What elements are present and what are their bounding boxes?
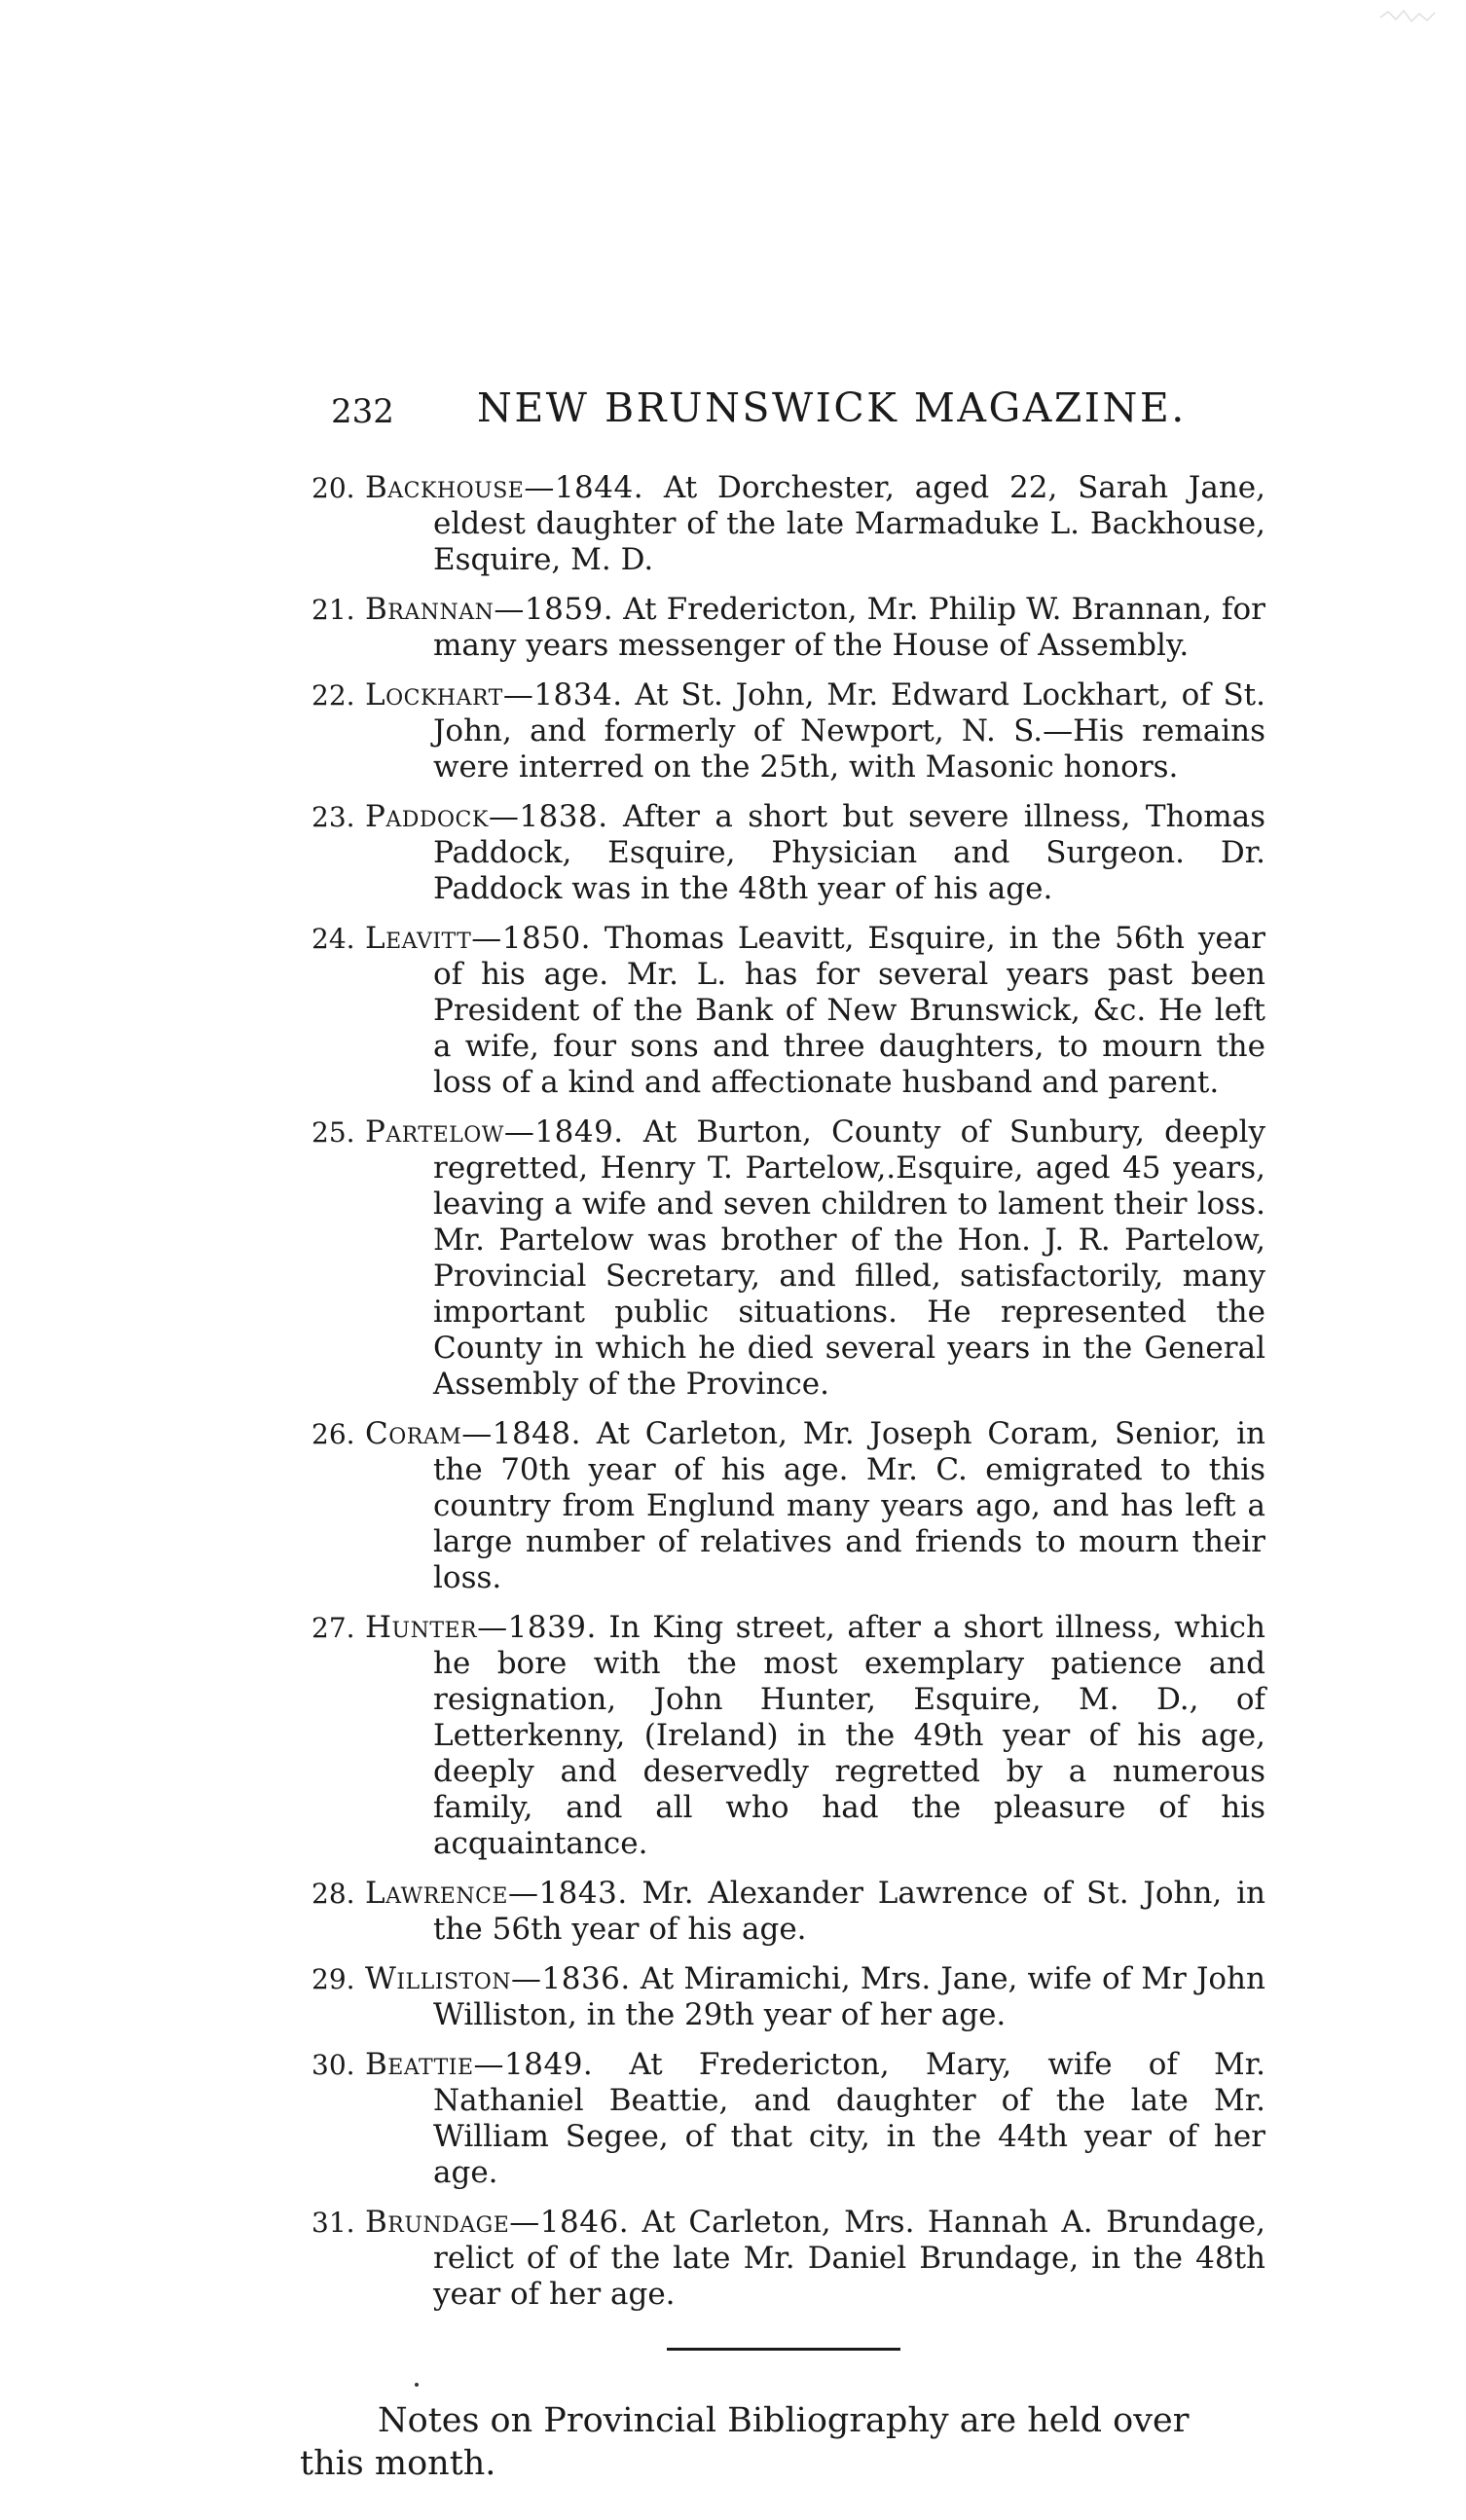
- entry-heading: Lockhart—1834.: [365, 677, 623, 712]
- entry-heading: Beattie—1849.: [365, 2047, 594, 2082]
- entry-text: In King street, after a short illness, which he bore with the most exemplary patience and resignation, John Hunter, Esquire, M. D., of Letterkenny, (Ireland) in the 49th year of his age, deeply and deservedly regretted by a numerous family, and all who had the pleasure of his acquaintance.: [433, 1610, 1265, 1861]
- entry-number: 28.: [312, 1878, 355, 1910]
- page-title: NEW BRUNSWICK MAGAZINE.: [477, 384, 1187, 431]
- entry-text: At Miramichi, Mrs. Jane, wife of Mr John Williston, in the 29th year of her age.: [433, 1961, 1265, 2032]
- entry-number: 29.: [312, 1963, 355, 1995]
- list-item: [292, 1876, 1265, 1948]
- print-speck: [415, 2383, 419, 2387]
- list-item: [292, 2047, 1265, 2191]
- section-divider: [667, 2348, 900, 2351]
- entry-heading: Coram—1848.: [365, 1416, 581, 1451]
- list-item: [292, 1114, 1265, 1403]
- entry-number: 25.: [312, 1116, 355, 1149]
- entry-number: 31.: [312, 2207, 355, 2239]
- entry-heading: Brundage—1846.: [365, 2205, 630, 2240]
- page: [292, 384, 1265, 2519]
- list-item: [292, 592, 1265, 664]
- entry-heading: Backhouse—1844.: [365, 470, 644, 505]
- list-item: [292, 1961, 1265, 2033]
- entry-heading: Partelow—1849.: [365, 1114, 624, 1150]
- entry-text: At St. John, Mr. Edward Lockhart, of St. John, and formerly of Newport, N. S.—His remains were interred on the 25th, with Masonic honors.: [433, 677, 1265, 785]
- entry-heading: Williston—1836.: [365, 1961, 631, 1996]
- list-item: [292, 470, 1265, 578]
- entry-number: 27.: [312, 1612, 355, 1644]
- list-item: [292, 1610, 1265, 1862]
- entry-heading: Brannan—1859.: [365, 592, 614, 627]
- scan-speck: [1378, 8, 1437, 29]
- entry-number: 20.: [312, 472, 355, 504]
- entry-heading: Paddock—1838.: [365, 799, 608, 834]
- list-item: [292, 677, 1265, 785]
- entry-heading: Leavitt—1850.: [365, 921, 592, 956]
- list-item: [292, 1416, 1265, 1596]
- entry-text: At Fredericton, Mr. Philip W. Brannan, for many years messenger of the House of Assembly.: [433, 592, 1265, 663]
- page-header: [292, 384, 1265, 443]
- entry-number: 22.: [312, 679, 355, 712]
- entry-number: 23.: [312, 801, 355, 833]
- entry-number: 21.: [312, 594, 355, 626]
- entry-text: At Carleton, Mrs. Hannah A. Brundage, relict of of the late Mr. Daniel Brundage, in the 48th year of her age.: [433, 2205, 1265, 2312]
- obituary-list: [292, 470, 1265, 2313]
- entry-text: At Fredericton, Mary, wife of Mr. Nathaniel Beattie, and daughter of the late Mr. William Segee, of that city, in the 44th year of her age.: [433, 2047, 1265, 2190]
- entry-heading: Lawrence—1843.: [365, 1876, 628, 1911]
- list-item: [292, 799, 1265, 907]
- entry-number: 24.: [312, 923, 355, 955]
- entry-text: After a short but severe illness, Thomas Paddock, Esquire, Physician and Surgeon. Dr. Paddock was in the 48th year of his age.: [433, 799, 1265, 906]
- entry-text: At Carleton, Mr. Joseph Coram, Senior, in the 70th year of his age. Mr. C. emigrated to this country from Englund many years ago, and has left a large number of relatives and friends to mourn their loss.: [433, 1416, 1265, 1595]
- editorial-note: Notes on Provincial Bibliography are held over this month.: [300, 2401, 1190, 2483]
- entry-number: 30.: [312, 2049, 355, 2081]
- page-number: 232: [331, 392, 394, 431]
- entry-text: Thomas Leavitt, Esquire, in the 56th year of his age. Mr. L. has for several years past been President of the Bank of New Brunswick, &c. He left a wife, four sons and three daughters, to mourn the loss of a kind and affectionate husband and parent.: [433, 921, 1265, 1100]
- entry-text: At Burton, County of Sunbury, deeply regretted, Henry T. Partelow,.Esquire, aged 45 years, leaving a wife and seven children to lament their loss. Mr. Partelow was brother of the Hon. J. R. Partelow, Provincial Secretary, and filled, satisfactorily, many important public situations. He represented the County in which he died several years in the General Assembly of the Province.: [433, 1114, 1265, 1402]
- entry-heading: Hunter—1839.: [365, 1610, 597, 1645]
- list-item: [292, 921, 1265, 1101]
- entry-text: At Dorchester, aged 22, Sarah Jane, eldest daughter of the late Marmaduke L. Backhouse, Esquire, M. D.: [433, 470, 1265, 577]
- entry-text: Mr. Alexander Lawrence of St. John, in the 56th year of his age.: [433, 1876, 1265, 1947]
- entry-number: 26.: [312, 1418, 355, 1450]
- list-item: [292, 2205, 1265, 2313]
